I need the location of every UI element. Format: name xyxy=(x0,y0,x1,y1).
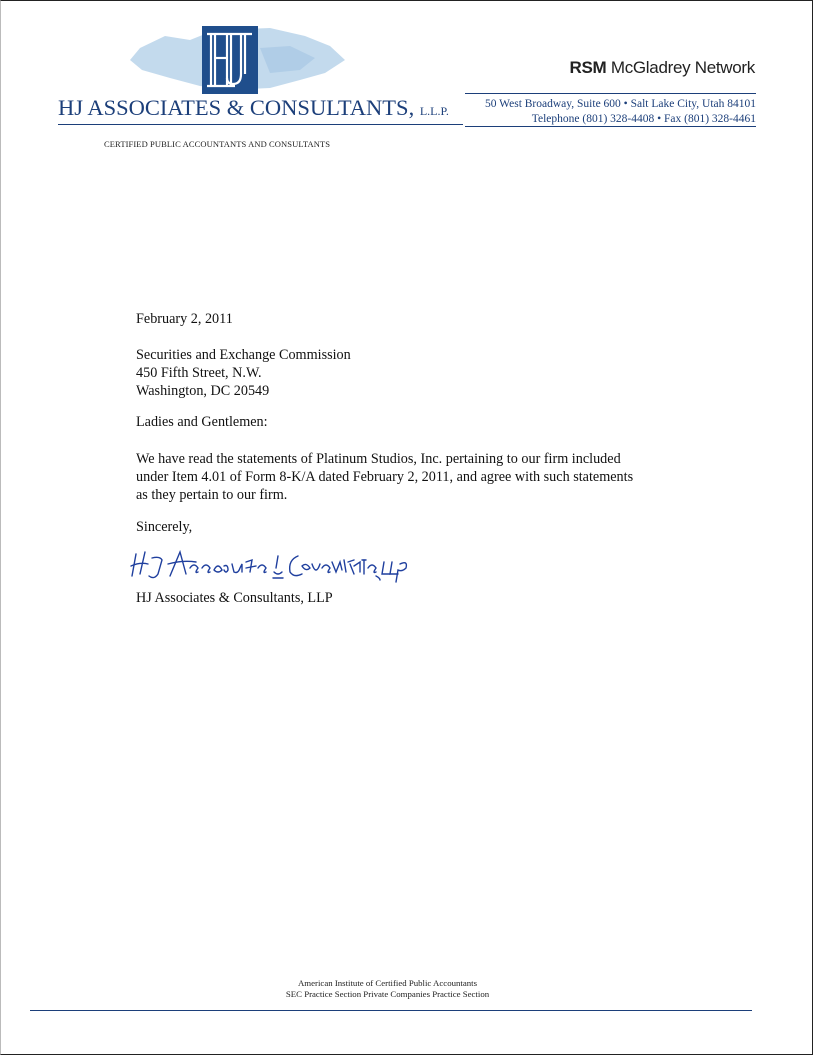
closing: Sincerely, xyxy=(136,519,193,535)
recipient-line: Washington, DC 20549 xyxy=(136,383,270,399)
handwritten-signature xyxy=(128,540,408,590)
network-affiliation xyxy=(570,58,756,78)
body-line: as they pertain to our firm. xyxy=(136,487,288,503)
address-line: 50 West Broadway, Suite 600 • Salt Lake City, Utah 84101 xyxy=(485,98,756,110)
firm-name-text: HJ ASSOCIATES & CONSULTANTS, xyxy=(58,95,415,120)
body-line: under Item 4.01 of Form 8-K/A dated February 2, 2011, and agree with such statements xyxy=(136,469,634,485)
firm-logo xyxy=(120,18,360,98)
rsm-brand: RSM xyxy=(569,58,607,77)
phone-line: Telephone (801) 328-4408 • Fax (801) 328-4461 xyxy=(531,113,756,125)
hj-monogram-icon xyxy=(202,26,258,94)
firm-tagline: CERTIFIED PUBLIC ACCOUNTANTS AND CONSULTANTS xyxy=(104,139,331,149)
body-line: We have read the statements of Platinum Studios, Inc. pertaining to our firm included xyxy=(136,451,621,467)
footer-line: SEC Practice Section Private Companies Practice Section xyxy=(285,989,490,999)
firm-name xyxy=(58,95,449,121)
recipient-line: 450 Fifth Street, N.W. xyxy=(136,365,262,381)
letter-body xyxy=(136,450,676,504)
recipient-address xyxy=(136,346,351,400)
footer-affiliations xyxy=(0,978,775,1000)
firm-address xyxy=(485,97,756,127)
recipient-line: Securities and Exchange Commission xyxy=(136,347,351,363)
network-name: McGladrey Network xyxy=(610,58,755,77)
footer-rule xyxy=(30,1010,752,1011)
letterhead-rule-left xyxy=(58,124,463,125)
letter-date: February 2, 2011 xyxy=(136,311,233,327)
signatory-name: HJ Associates & Consultants, LLP xyxy=(136,590,333,606)
salutation: Ladies and Gentlemen: xyxy=(136,414,268,430)
letterhead-rule-right-top xyxy=(465,93,756,94)
footer-line: American Institute of Certified Public Accountants xyxy=(297,978,478,988)
firm-name-suffix: L.L.P. xyxy=(419,104,449,118)
